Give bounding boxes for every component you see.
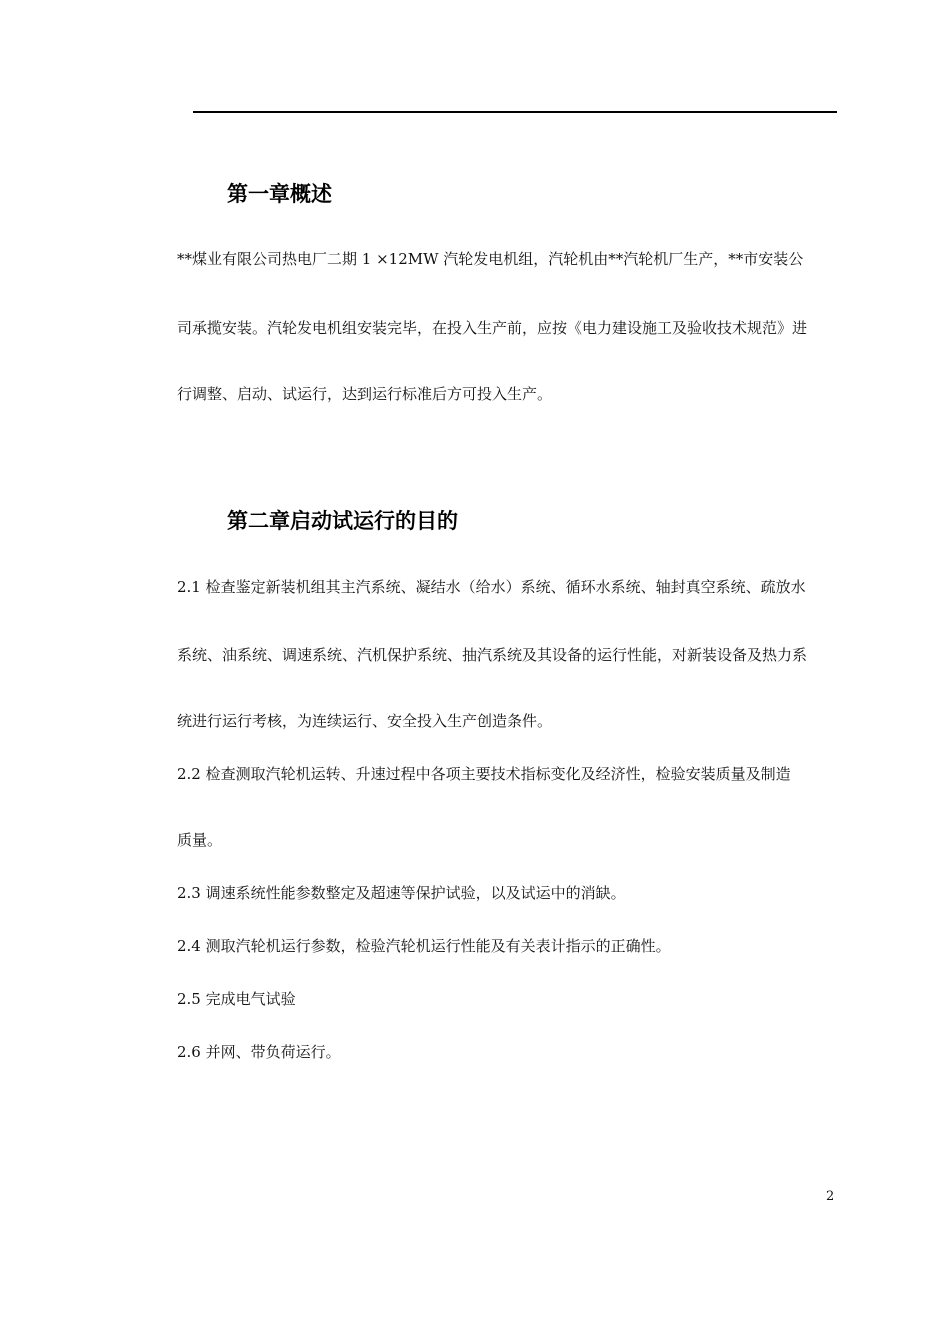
section-2-2-line-2: 质量。 xyxy=(177,831,223,849)
chapter-1-line-1: **煤业有限公司热电厂二期 1 ×12MW 汽轮发电机组，汽轮机由**汽轮机厂生产，**市安装公 xyxy=(177,250,804,268)
chapter-1-title: 第一章概述 xyxy=(227,182,332,206)
section-2-1-line-3: 统进行运行考核，为连续运行、安全投入生产创造条件。 xyxy=(177,712,553,730)
section-2-5: 2.5 完成电气试验 xyxy=(177,990,296,1008)
section-2-6: 2.6 并网、带负荷运行。 xyxy=(177,1043,341,1061)
section-2-3: 2.3 调速系统性能参数整定及超速等保护试验，以及试运中的消缺。 xyxy=(177,884,626,902)
section-2-1-line-2: 系统、油系统、调速系统、汽机保护系统、抽汽系统及其设备的运行性能，对新装设备及热力系 xyxy=(177,646,808,664)
page-number: 2 xyxy=(826,1189,835,1204)
header-rule xyxy=(193,111,837,113)
section-2-2-line-1: 2.2 检查测取汽轮机运转、升速过程中各项主要技术指标变化及经济性，检验安装质量及制造 xyxy=(177,765,791,783)
chapter-1-line-3: 行调整、启动、试运行，达到运行标准后方可投入生产。 xyxy=(177,385,553,403)
chapter-1-line-2: 司承揽安装。汽轮发电机组安装完毕，在投入生产前，应按《电力建设施工及验收技术规范》进 xyxy=(177,319,808,337)
section-2-1-line-1: 2.1 检查鉴定新装机组其主汽系统、凝结水（给水）系统、循环水系统、轴封真空系统、疏放水 xyxy=(177,578,806,596)
chapter-2-title: 第二章启动试运行的目的 xyxy=(227,509,458,533)
section-2-4: 2.4 测取汽轮机运行参数，检验汽轮机运行性能及有关表计指示的正确性。 xyxy=(177,937,671,955)
